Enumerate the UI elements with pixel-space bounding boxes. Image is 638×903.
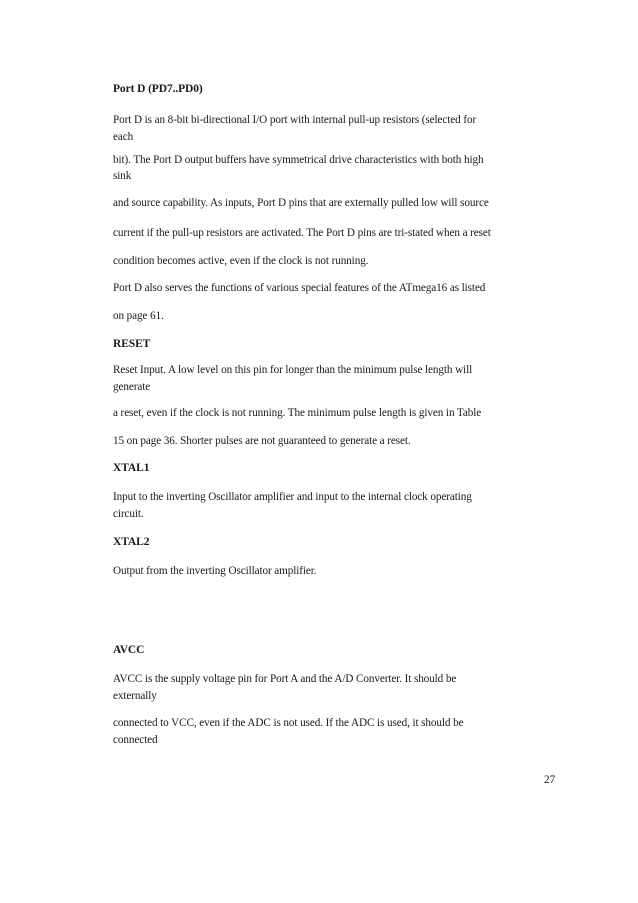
paragraph-line: connected to VCC, even if the ADC is not used. If the ADC is used, it should be	[113, 717, 464, 729]
heading-xtal2: XTAL2	[113, 536, 150, 548]
paragraph-line: Port D is an 8-bit bi-directional I/O port with internal pull-up resistors (selected for	[113, 114, 477, 126]
paragraph-line: Port D also serves the functions of various special features of the ATmega16 as listed	[113, 282, 486, 294]
paragraph-line: generate	[113, 381, 151, 393]
heading-reset: RESET	[113, 338, 151, 350]
paragraph-line: bit). The Port D output buffers have symmetrical drive characteristics with both high	[113, 154, 484, 166]
paragraph-line: connected	[113, 734, 158, 746]
heading-xtal1: XTAL1	[113, 462, 150, 474]
paragraph-line: Reset Input. A low level on this pin for longer than the minimum pulse length will	[113, 364, 473, 376]
paragraph-line: a reset, even if the clock is not running. The minimum pulse length is given in Table	[113, 407, 482, 419]
paragraph-line: externally	[113, 690, 157, 702]
paragraph-line: 15 on page 36. Shorter pulses are not guaranteed to generate a reset.	[113, 435, 411, 447]
heading-port-d: Port D (PD7..PD0)	[113, 83, 203, 95]
paragraph-line: current if the pull-up resistors are activated. The Port D pins are tri-stated when a reset	[113, 227, 491, 239]
paragraph-line: circuit.	[113, 508, 144, 520]
paragraph-line: each	[113, 131, 134, 143]
page-number: 27	[544, 774, 556, 786]
paragraph-line: AVCC is the supply voltage pin for Port A and the A/D Converter. It should be	[113, 673, 457, 685]
paragraph-line: sink	[113, 170, 132, 182]
paragraph-line: and source capability. As inputs, Port D pins that are externally pulled low will source	[113, 197, 489, 209]
paragraph-line: Input to the inverting Oscillator amplifier and input to the internal clock operating	[113, 491, 472, 503]
heading-avcc: AVCC	[113, 644, 145, 656]
paragraph-line: on page 61.	[113, 310, 164, 322]
paragraph-line: condition becomes active, even if the clock is not running.	[113, 255, 369, 267]
paragraph-line: Output from the inverting Oscillator amplifier.	[113, 565, 317, 577]
